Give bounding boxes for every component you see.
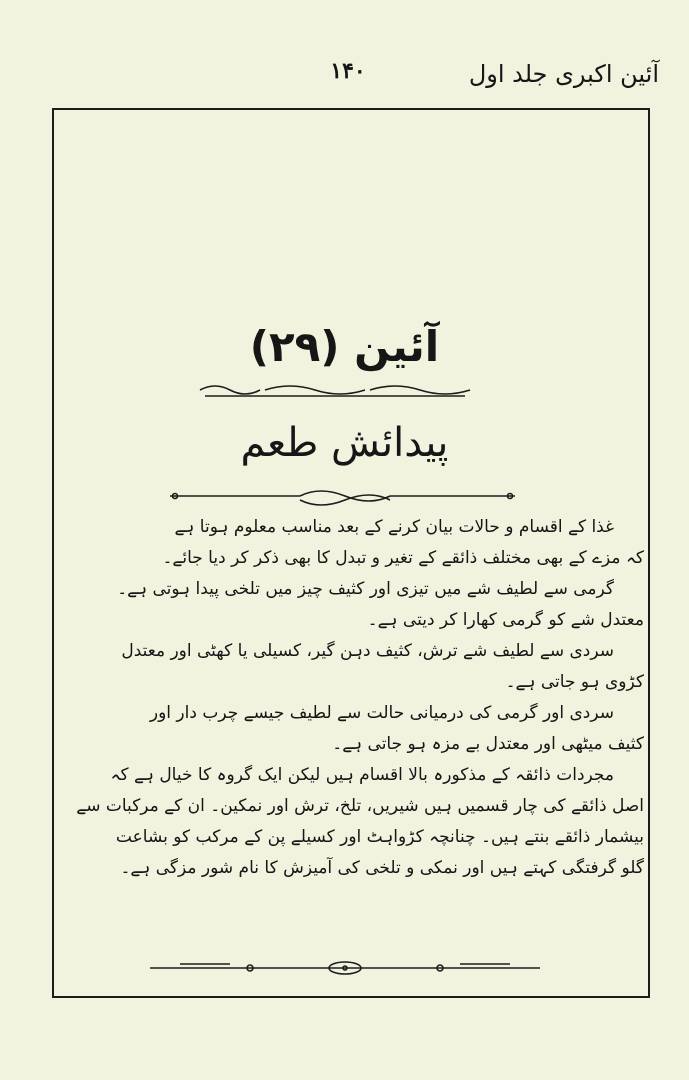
ornament-divider-bottom: [0, 956, 689, 980]
page-header: [0, 0, 689, 110]
page-number: ۱۴۰: [330, 58, 366, 84]
body-line: گلو گرفتگی کہتے ہیں اور نمکی و تلخی کی آمیزش کا نام شور مزگی ہے۔: [120, 858, 644, 878]
body-line: کثیف میٹھی اور معتدل بے مزہ ہو جاتی ہے۔: [332, 734, 644, 754]
body-line: کہ مزے کے بھی مختلف ذائقے کے تغیر و تبدل کا بھی ذکر کر دیا جائے۔: [162, 548, 644, 568]
body-line: کڑوی ہو جاتی ہے۔: [505, 672, 644, 692]
body-line: اصل ذائقے کی چار قسمیں ہیں شیریں، تلخ، ترش اور نمکین۔ ان کے مرکبات سے: [76, 796, 644, 816]
chapter-title: آئین (۲۹): [249, 322, 440, 371]
running-head: آئین اکبری جلد اول: [468, 60, 659, 88]
body-line: غذا کے اقسام و حالات بیان کرنے کے بعد مناسب معلوم ہوتا ہے: [174, 517, 614, 537]
body-line: معتدل شے کو گرمی کھارا کر دیتی ہے۔: [367, 610, 644, 630]
ornament-divider-middle: [0, 484, 689, 508]
body-line: مجردات ذائقہ کے مذکورہ بالا اقسام ہیں لیکن ایک گروہ کا خیال ہے کہ: [110, 765, 614, 785]
body-text: [68, 512, 644, 884]
body-line: سردی سے لطیف شے ترش، کثیف دہن گیر، کسیلی یا کھٹی اور معتدل: [121, 641, 614, 661]
chapter-subtitle: پیدائش طعم: [240, 420, 449, 466]
body-line: گرمی سے لطیف شے میں تیزی اور کثیف چیز میں تلخی پیدا ہوتی ہے۔: [117, 579, 614, 599]
body-line: سردی اور گرمی کی درمیانی حالت سے لطیف جیسے چرب دار اور: [149, 703, 614, 723]
ornament-divider-top: [0, 378, 689, 402]
body-line: بیشمار ذائقے بنتے ہیں۔ چنانچہ کڑواہٹ اور کسیلے پن کے مرکب کو بشاعت: [115, 827, 644, 847]
